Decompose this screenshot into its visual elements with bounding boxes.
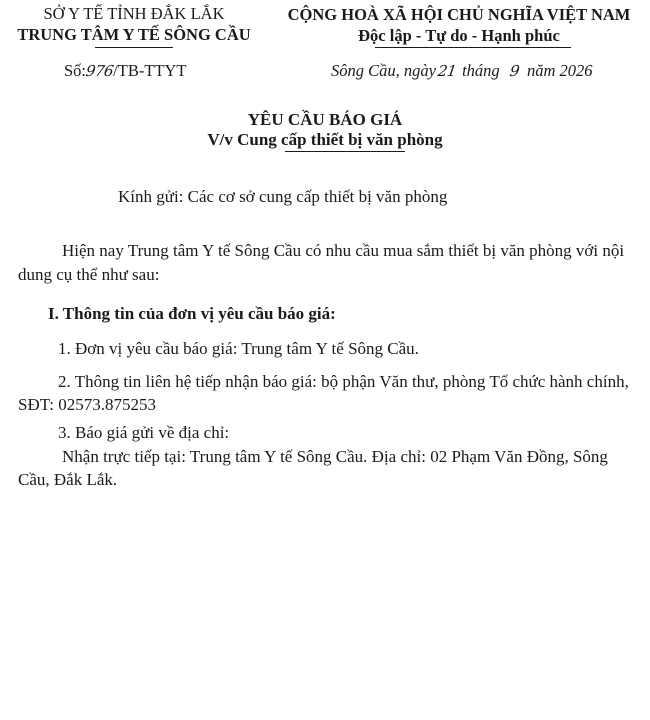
date-month-label: tháng [462,61,500,80]
date-month: 9 [508,62,521,80]
date-day: 21 [436,62,458,80]
item-1: 1. Đơn vị yêu cầu báo giá: Trung tâm Y tế Sông Cầu. [58,339,419,358]
item-3: 3. Báo giá gửi về địa chỉ: [58,423,230,442]
recipient-line: Kính gửi: Các cơ sở cung cấp thiết bị văn phòng [118,187,448,206]
date-place: Sông Cầu, ngày [331,61,436,80]
item-2-line-1: 2. Thông tin liên hệ tiếp nhận báo giá: bộ phận Văn thư, phòng Tổ chức hành chính, [58,372,629,391]
date-line [331,61,593,81]
intro-line-1: Hiện nay Trung tâm Y tế Sông Cầu có nhu cầu mua sắm thiết bị văn phòng với nội [62,241,625,260]
nation-motto: Độc lập - Tự do - Hạnh phúc [358,26,560,45]
subject-underline [285,151,405,152]
org-underline [95,47,173,48]
section-1-heading: I. Thông tin của đơn vị yêu cầu báo giá: [48,304,336,323]
nation-title: CỘNG HOÀ XÃ HỘI CHỦ NGHĨA VIỆT NAM [287,5,631,24]
doc-no-suffix: /TB-TTYT [113,61,187,80]
doc-no-handwritten: 976 [84,62,115,80]
intro-line-2: dung cụ thể như sau: [18,265,160,284]
item-3-detail-line-2: Cầu, Đắk Lắk. [18,470,118,489]
date-year: năm 2026 [526,61,593,80]
item-2-line-2: SĐT: 02573.875253 [18,395,156,414]
document-subject: V/v Cung cấp thiết bị văn phòng [207,130,443,149]
item-3-detail-line-1: Nhận trực tiếp tại: Trung tâm Y tế Sông Cầu. Địa chỉ: 02 Phạm Văn Đồng, Sông [62,447,608,466]
doc-no-prefix: Số: [64,61,87,80]
document-title: YÊU CẦU BÁO GIÁ [247,110,403,129]
org-name: TRUNG TÂM Y TẾ SÔNG CẦU [17,25,251,44]
document-number [64,61,186,81]
motto-underline [375,47,571,48]
org-parent: SỞ Y TẾ TỈNH ĐẮK LẮK [43,4,225,23]
